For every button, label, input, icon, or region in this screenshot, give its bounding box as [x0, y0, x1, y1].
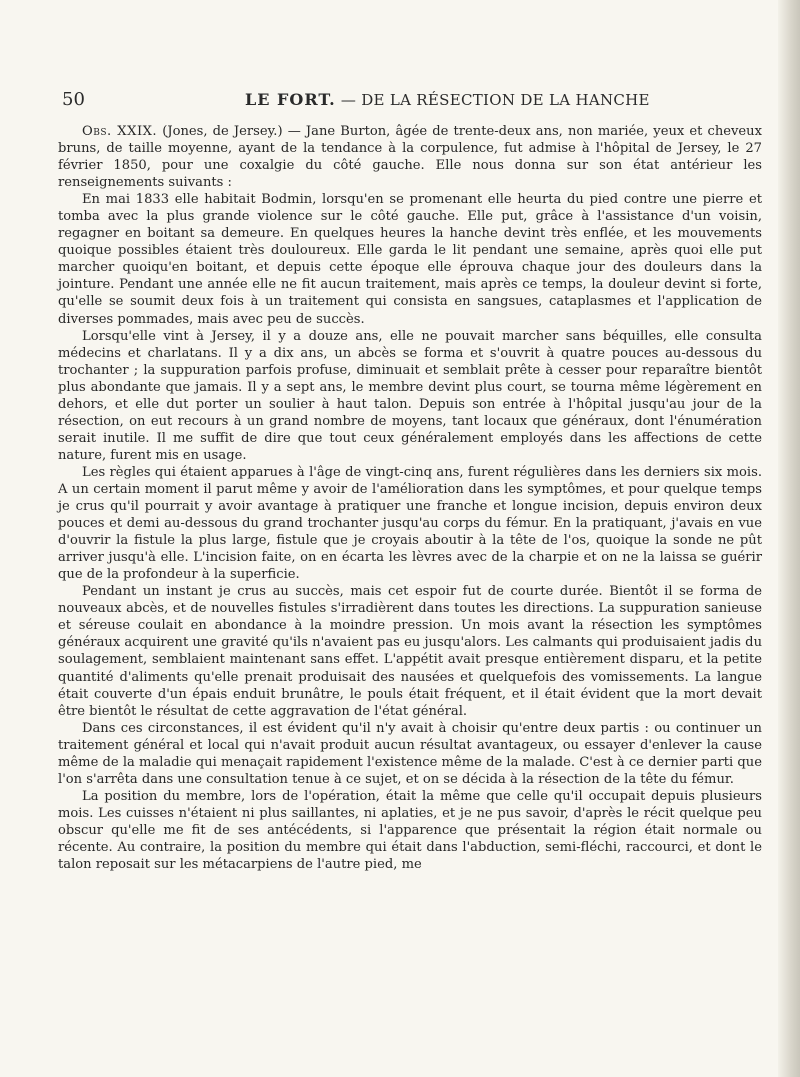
paragraph-text: En mai 1833 elle habitait Bodmin, lorsqu'en se promenant elle heurta du pied contre une pierre et tomba avec la plus grande violence sur le côté gauche. Elle put, grâce à l'assistance d'un voisin, regagner en boitant sa demeure. En quelques heures la hanche devint très enflée, et les mouvements quoique possibles étaient très douloureux. Elle garda le lit pendant une semaine, après quoi elle put marcher quoiqu'en boitant, et depuis cette époque elle éprouva chaque jour des douleurs dans la jointure. Pendant une année elle ne fit aucun traitement, mais après ce temps, la douleur devint si forte, qu'elle se soumit deux fois à un traitement qui consista en sangsues, cataplasmes et l'application de diverses pommades, mais avec peu de succès.	[58, 192, 762, 327]
running-header	[60, 89, 760, 113]
running-title	[245, 90, 650, 109]
paragraph	[58, 788, 762, 873]
paragraph	[58, 191, 762, 327]
paragraph-text: Les règles qui étaient apparues à l'âge de vingt-cinq ans, furent régulières dans les derniers six mois. A un certain moment il parut même y avoir de l'amélioration dans les symptômes, et pour quelque temps je crus qu'il pourrait y avoir avantage à pratiquer une franche et longue incision, depuis environ deux pouces et demi au-dessous du grand trochanter jusqu'au corps du fémur. En la pratiquant, j'avais en vue d'ouvrir la fistule la plus large, fistule que je croyais aboutir à la tête de l'os, quoique la sonde ne pût arriver jusqu'à elle. L'incision faite, on en écarta les lèvres avec de la charpie et on ne la laissa se guérir que de la profondeur à la superficie.	[58, 464, 762, 583]
paragraph-text: La position du membre, lors de l'opération, était la même que celle qu'il occupait depuis plusieurs mois. Les cuisses n'étaient ni plus saillantes, ni aplaties, et je ne pus savoir, d'après le récit quelque peu obscur qu'elle me fit de ses antécédents, si l'apparence que présentait la région était normale ou récente. Au contraire, la position du membre qui était dans l'abduction, semi-fléchi, raccourci, et dont le talon reposait sur les métacarpiens de l'autre pied, me	[58, 788, 762, 873]
paragraph	[58, 720, 762, 788]
paragraph	[58, 464, 762, 583]
paragraph	[58, 123, 762, 191]
observation-label: Obs. XXIX.	[82, 124, 158, 139]
paragraph-text: Pendant un instant je crus au succès, mais cet espoir fut de courte durée. Bientôt il se forma de nouveaux abcès, et de nouvelles fistules s'irradièrent dans toutes les directions. La suppuration sanieuse et séreuse coulait en abondance à la moindre pression. Un mois avant la résection les symptômes généraux acquirent une gravité qu'ils n'avaient pas eu jusqu'alors. Les calmants qui produisaient jadis du soulagement, semblaient maintenant sans effet. L'appétit avait presque entièrement disparu, et la petite quantité d'aliments qu'elle prenait produisait des nausées et quelquefois des vomissements. La langue était couverte d'un épais enduit brunâtre, le pouls était fréquent, et il était évident que la mort devait être bientôt le résultat de cette aggravation de l'état général.	[58, 584, 762, 719]
paragraph-text: Dans ces circonstances, il est évident qu'il n'y avait à choisir qu'entre deux partis : ou continuer un traitement général et local qui n'avait produit aucun résultat avantageux, ou essayer d'enlever la cause même de la maladie qui menaçait rapidement l'existence même de la malade. C'est à ce dernier parti que l'on s'arrêta dans une consultation tenue à ce sujet, et on se décida à la résection de la tête du fémur.	[58, 720, 762, 787]
article-body	[58, 123, 762, 873]
paragraph-text: (Jones, de Jersey.) — Jane Burton, âgée de trente-deux ans, non mariée, yeux et cheveux bruns, de taille moyenne, ayant de la tendance à la corpulence, fut admise à l'hôpital de Jersey, le 27 février 1850, pour une coxalgie du côté gauche. Elle nous donna sur son état antérieur les renseignements suivants :	[58, 124, 762, 191]
header-separator: —	[335, 91, 362, 109]
paragraph	[58, 328, 762, 464]
header-title: DE LA RÉSECTION DE LA HANCHE	[361, 91, 650, 109]
page-number: 50	[62, 89, 85, 110]
page-gutter-shadow	[778, 0, 800, 1077]
header-author: LE FORT.	[245, 90, 336, 109]
paragraph-text: Lorsqu'elle vint à Jersey, il y a douze ans, elle ne pouvait marcher sans béquilles, elle consulta médecins et charlatans. Il y a dix ans, un abcès se forma et s'ouvrit à quatre pouces au-dessous du trochanter ; la suppuration parfois profuse, diminuait et semblait prête à cesser pour reparaître bientôt plus abondante que jamais. Il y a sept ans, le membre devint plus court, se tourna même légèrement en dehors, et elle dut porter un soulier à haut talon. Depuis son entrée à l'hôpital jusqu'au jour de la résection, on eut recours à un grand nombre de moyens, tant locaux que généraux, dont l'énumération serait inutile. Il me suffit de dire que tout ceux généralement employés dans les affections de cette nature, furent mis en usage.	[58, 328, 762, 463]
paragraph	[58, 583, 762, 719]
